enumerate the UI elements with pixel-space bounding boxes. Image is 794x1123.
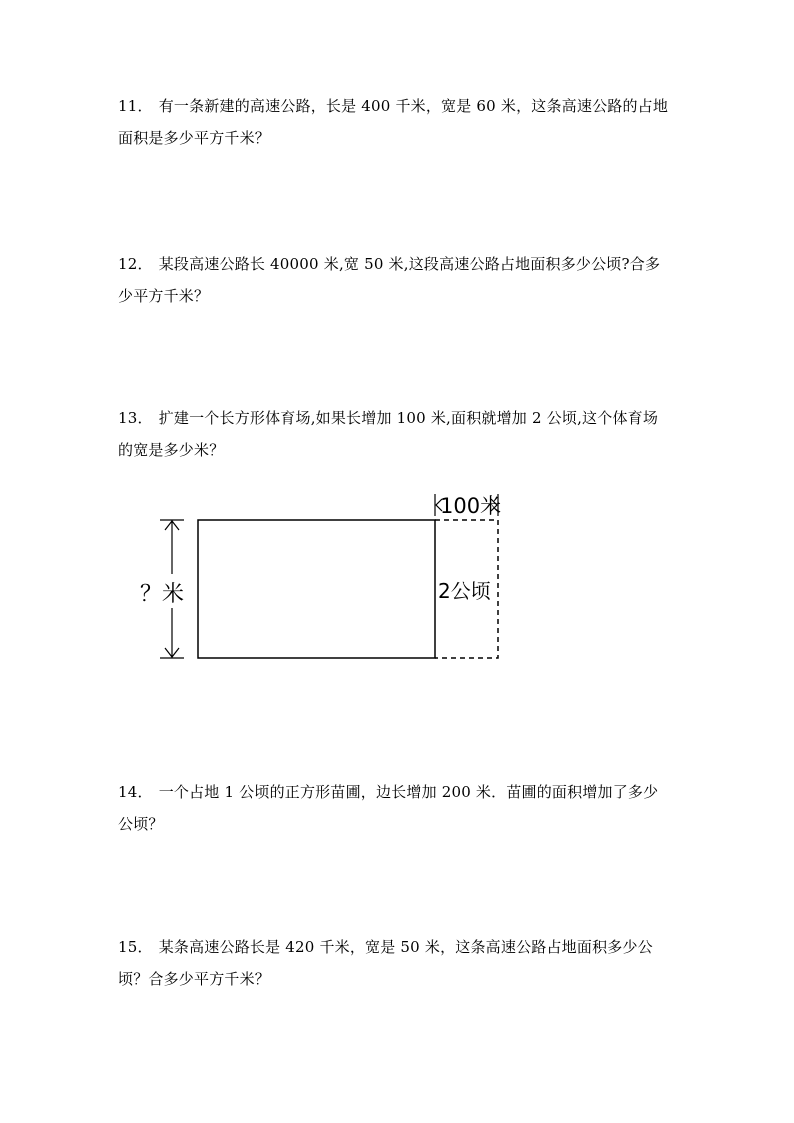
question-13-line-1 bbox=[118, 402, 678, 434]
question-12-text-1: 某段高速公路长 40000 米,宽 50 米,这段高速公路占地面积多少公顷?合多 bbox=[158, 255, 661, 273]
question-11-text-1: 有一条新建的高速公路，长是 400 千米，宽是 60 米，这条高速公路的占地 bbox=[158, 97, 669, 115]
question-14 bbox=[118, 776, 678, 840]
question-14-line-2: 公顷？ bbox=[118, 815, 164, 833]
question-15 bbox=[118, 931, 678, 995]
question-13-number: 13． bbox=[118, 409, 153, 427]
question-12-line-2: 少平方千米？ bbox=[118, 287, 210, 305]
question-13 bbox=[118, 402, 678, 466]
question-11 bbox=[118, 90, 678, 154]
question-15-number: 15． bbox=[118, 938, 153, 956]
question-15-text-1: 某条高速公路长是 420 千米，宽是 50 米，这条高速公路占地面积多少公 bbox=[158, 938, 653, 956]
question-11-line-1 bbox=[118, 90, 678, 122]
question-14-number: 14． bbox=[118, 783, 153, 801]
question-12-number: 12． bbox=[118, 255, 153, 273]
rectangle-diagram bbox=[130, 480, 530, 680]
question-11-line-2: 面积是多少平方千米？ bbox=[118, 129, 271, 147]
extension-label: 100米 bbox=[440, 494, 502, 518]
area-label: 2公顷 bbox=[438, 579, 491, 603]
rectangle-diagram-svg bbox=[130, 480, 530, 680]
question-12 bbox=[118, 248, 678, 312]
width-label: ？米 bbox=[140, 582, 185, 607]
question-13-text-1: 扩建一个长方形体育场,如果长增加 100 米,面积就增加 2 公顷,这个体育场 bbox=[158, 409, 659, 427]
question-12-line-1 bbox=[118, 248, 678, 280]
question-11-number: 11． bbox=[118, 97, 153, 115]
question-14-line-1 bbox=[118, 776, 678, 808]
question-15-line-1 bbox=[118, 931, 678, 963]
question-14-text-1: 一个占地 1 公顷的正方形苗圃，边长增加 200 米．苗圃的面积增加了多少 bbox=[158, 783, 659, 801]
original-field-rect bbox=[198, 520, 435, 658]
question-15-line-2: 顷？合多少平方千米？ bbox=[118, 970, 271, 988]
question-13-line-2: 的宽是多少米？ bbox=[118, 441, 225, 459]
